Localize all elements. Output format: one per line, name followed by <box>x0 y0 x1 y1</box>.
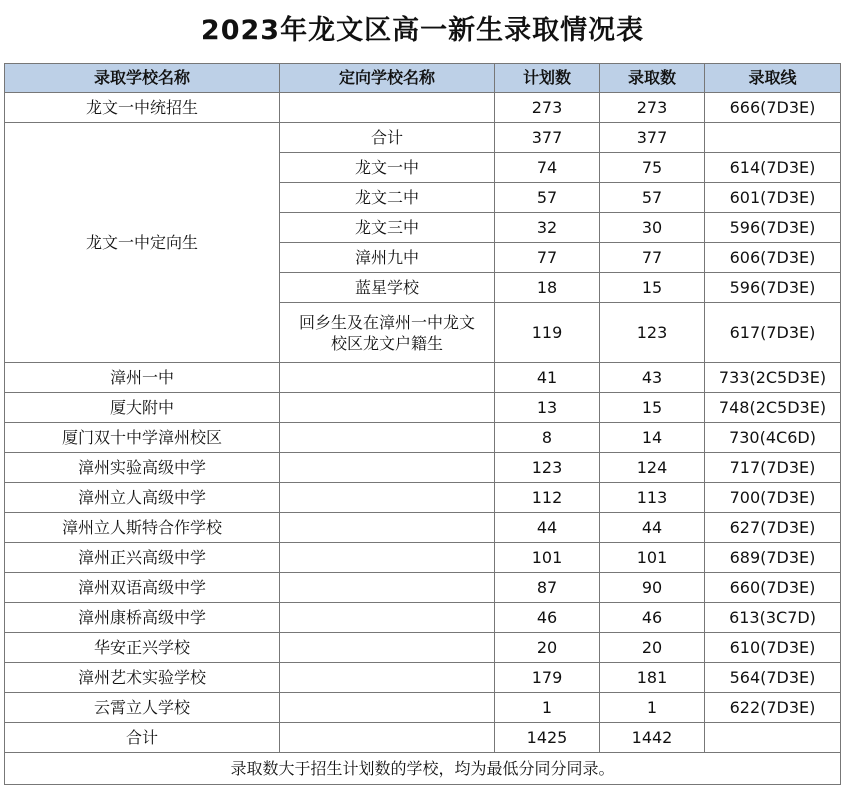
school-cell: 华安正兴学校 <box>5 633 280 663</box>
plan-cell: 13 <box>495 393 600 423</box>
admission-table <box>4 63 841 785</box>
directed-cell: 龙文三中 <box>280 213 495 243</box>
plan-cell: 123 <box>495 453 600 483</box>
admitted-cell: 181 <box>600 663 705 693</box>
table-row <box>5 603 841 633</box>
school-cell: 厦大附中 <box>5 393 280 423</box>
table-note: 录取数大于招生计划数的学校，均为最低分同分同录。 <box>5 753 841 785</box>
directed-cell <box>280 93 495 123</box>
admitted-cell: 43 <box>600 363 705 393</box>
admitted-cell: 44 <box>600 513 705 543</box>
plan-cell: 179 <box>495 663 600 693</box>
directed-cell <box>280 633 495 663</box>
directed-cell <box>280 543 495 573</box>
school-cell: 漳州康桥高级中学 <box>5 603 280 633</box>
cutoff-cell <box>705 123 841 153</box>
admitted-cell: 14 <box>600 423 705 453</box>
school-cell: 漳州正兴高级中学 <box>5 543 280 573</box>
cutoff-cell: 613(3C7D) <box>705 603 841 633</box>
header-plan: 计划数 <box>495 64 600 93</box>
admitted-cell: 20 <box>600 633 705 663</box>
cutoff-cell: 627(7D3E) <box>705 513 841 543</box>
plan-cell: 74 <box>495 153 600 183</box>
directed-cell <box>280 723 495 753</box>
admitted-cell: 30 <box>600 213 705 243</box>
plan-cell: 8 <box>495 423 600 453</box>
plan-cell: 77 <box>495 243 600 273</box>
table-row <box>5 633 841 663</box>
total-label: 合计 <box>5 723 280 753</box>
plan-cell: 273 <box>495 93 600 123</box>
total-admitted: 1442 <box>600 723 705 753</box>
plan-cell: 1 <box>495 693 600 723</box>
directed-cell <box>280 423 495 453</box>
school-cell: 漳州一中 <box>5 363 280 393</box>
header-row <box>5 64 841 93</box>
table-row <box>5 393 841 423</box>
directed-cell <box>280 573 495 603</box>
admitted-cell: 15 <box>600 393 705 423</box>
plan-cell: 46 <box>495 603 600 633</box>
cutoff-cell: 596(7D3E) <box>705 213 841 243</box>
directed-cell <box>280 393 495 423</box>
table-row <box>5 453 841 483</box>
school-cell: 漳州双语高级中学 <box>5 573 280 603</box>
plan-cell: 101 <box>495 543 600 573</box>
table-row <box>5 93 841 123</box>
admitted-cell: 123 <box>600 303 705 363</box>
cutoff-cell: 748(2C5D3E) <box>705 393 841 423</box>
school-cell: 漳州立人斯特合作学校 <box>5 513 280 543</box>
header-admitted: 录取数 <box>600 64 705 93</box>
cutoff-cell: 730(4C6D) <box>705 423 841 453</box>
plan-cell: 44 <box>495 513 600 543</box>
table-row <box>5 123 841 153</box>
cutoff-cell: 717(7D3E) <box>705 453 841 483</box>
admitted-cell: 90 <box>600 573 705 603</box>
directed-cell: 蓝星学校 <box>280 273 495 303</box>
directed-cell: 回乡生及在漳州一中龙文校区龙文户籍生 <box>280 303 495 363</box>
admitted-cell: 77 <box>600 243 705 273</box>
table-row <box>5 663 841 693</box>
cutoff-cell: 601(7D3E) <box>705 183 841 213</box>
admitted-cell: 1 <box>600 693 705 723</box>
header-school: 录取学校名称 <box>5 64 280 93</box>
school-cell: 漳州立人高级中学 <box>5 483 280 513</box>
table-row <box>5 483 841 513</box>
admitted-cell: 15 <box>600 273 705 303</box>
cutoff-cell: 660(7D3E) <box>705 573 841 603</box>
total-row <box>5 723 841 753</box>
school-cell: 漳州艺术实验学校 <box>5 663 280 693</box>
cutoff-cell: 614(7D3E) <box>705 153 841 183</box>
cutoff-cell: 617(7D3E) <box>705 303 841 363</box>
admitted-cell: 101 <box>600 543 705 573</box>
table-row <box>5 693 841 723</box>
directed-cell <box>280 453 495 483</box>
admitted-cell: 273 <box>600 93 705 123</box>
school-cell: 龙文一中定向生 <box>5 123 280 363</box>
school-cell: 云霄立人学校 <box>5 693 280 723</box>
directed-cell <box>280 663 495 693</box>
cutoff-cell: 733(2C5D3E) <box>705 363 841 393</box>
directed-cell <box>280 603 495 633</box>
directed-cell: 漳州九中 <box>280 243 495 273</box>
directed-cell <box>280 513 495 543</box>
plan-cell: 41 <box>495 363 600 393</box>
table-row <box>5 363 841 393</box>
cutoff-cell: 700(7D3E) <box>705 483 841 513</box>
admitted-cell: 75 <box>600 153 705 183</box>
table-row <box>5 573 841 603</box>
school-cell: 漳州实验高级中学 <box>5 453 280 483</box>
admitted-cell: 46 <box>600 603 705 633</box>
note-row <box>5 753 841 785</box>
cutoff-cell: 564(7D3E) <box>705 663 841 693</box>
school-cell: 龙文一中统招生 <box>5 93 280 123</box>
header-directed: 定向学校名称 <box>280 64 495 93</box>
cutoff-cell: 622(7D3E) <box>705 693 841 723</box>
directed-cell: 合计 <box>280 123 495 153</box>
directed-cell <box>280 693 495 723</box>
cutoff-cell: 596(7D3E) <box>705 273 841 303</box>
plan-cell: 20 <box>495 633 600 663</box>
plan-cell: 32 <box>495 213 600 243</box>
plan-cell: 87 <box>495 573 600 603</box>
table-row <box>5 423 841 453</box>
directed-cell: 龙文二中 <box>280 183 495 213</box>
cutoff-cell <box>705 723 841 753</box>
plan-cell: 119 <box>495 303 600 363</box>
admitted-cell: 377 <box>600 123 705 153</box>
header-cutoff: 录取线 <box>705 64 841 93</box>
directed-cell <box>280 363 495 393</box>
total-plan: 1425 <box>495 723 600 753</box>
admitted-cell: 113 <box>600 483 705 513</box>
plan-cell: 57 <box>495 183 600 213</box>
page-title: 2023年龙文区高一新生录取情况表 <box>200 15 645 46</box>
directed-cell: 龙文一中 <box>280 153 495 183</box>
cutoff-cell: 610(7D3E) <box>705 633 841 663</box>
admitted-cell: 57 <box>600 183 705 213</box>
table-row <box>5 513 841 543</box>
table-row <box>5 543 841 573</box>
directed-cell <box>280 483 495 513</box>
plan-cell: 18 <box>495 273 600 303</box>
cutoff-cell: 666(7D3E) <box>705 93 841 123</box>
school-cell: 厦门双十中学漳州校区 <box>5 423 280 453</box>
plan-cell: 377 <box>495 123 600 153</box>
admitted-cell: 124 <box>600 453 705 483</box>
plan-cell: 112 <box>495 483 600 513</box>
cutoff-cell: 606(7D3E) <box>705 243 841 273</box>
cutoff-cell: 689(7D3E) <box>705 543 841 573</box>
